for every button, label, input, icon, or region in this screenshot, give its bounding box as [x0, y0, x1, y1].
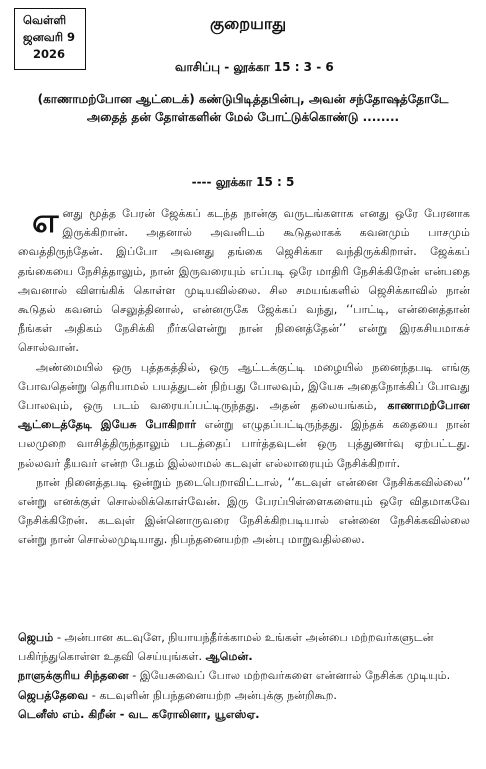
paragraph-3: நான் நினைத்தபடி ஒன்றும் நடைபெறாவிட்டால், ‘‘கடவுள் என்னை நேசிக்கவில்லை’’ என்று எனக்குள் சொல்லிக்கொள்வேன். இரு பேரப்பிள்ளைகளையும் ஒரே விதமாகவே நேசிக்கிறேன். கடவுள் இன்னொருவரை நேசிக்கிறபடியால் என்னை நேசிக்கவில்லை என்று நான் சொல்லமுடியாது. நிபந்தனையற்ற அன்பு மாறுவதில்லை.	[18, 475, 470, 547]
thought-line: நாளுக்குரிய சிந்தனை - இயேசுவைப் போல மற்றவர்களை என்னால் நேசிக்க முடியும்.	[18, 669, 451, 683]
drop-cap: எ	[32, 201, 59, 241]
highlighted-title: காணாமற்போன ஆட்டைத்தேடி இயேசு போகிறார்	[18, 399, 470, 432]
key-verse-reference: ---- லூக்கா 15 : 5	[191, 175, 295, 189]
amen: ஆமென்.	[205, 650, 253, 664]
page-title: குறையாது	[210, 14, 287, 33]
date-day-name: வெள்ளி	[23, 13, 67, 27]
date-month: ஜனவரி	[23, 30, 64, 44]
need-line: ஜெபத்தேவை - கடவுளின் நிபந்தனையற்ற அன்புக்கு நன்றிகூற.	[18, 688, 337, 702]
paragraph-2: அண்மையில் ஒரு புத்தகத்தில், ஒரு ஆட்டக்குட்டி மழையில் நனைந்தபடி எங்கு போவதென்று தெரியாமல் பயத்துடன் நிற்பது போலவும், இயேசு அதைநோக்கிப் போவது போலவும், ஒரு படம் வரையப்பட்டிருந்தது. அதன் தலையங்கம், காணாமற்போன ஆட்டைத்தேடி இயேசு போகிறார் என்று எழுதப்பட்டிருந்தது. இந்தக் கதையை நான் பலமுறை வாசித்திருந்தாலும் படத்தைப் பார்த்தவுடன் ஒரு புத்துணர்வு ஏற்பட்டது. நல்லவர் தீயவர் என்ற பேதம் இல்லாமல் கடவுள் எல்லாரையும் நேசிக்கிறார்.	[18, 360, 470, 470]
date-box	[14, 8, 86, 70]
paragraph-1: எனது மூத்த பேரன் ஜேக்கப் கடந்த நான்கு வருடங்களாக எனது ஒரே பேரனாக இருக்கிறான். அதனால் அவனிடம் கூடுதலாகக் கவனமும் பாசமும் வைத்திருந்தேன். இப்போ அவனது தங்கை ஜெசிக்கா வந்திருக்கிறாள். ஜேக்கப் தங்கையை நேசித்தாலும், நான் இருவரையும் எப்படி ஒரே மாதிரி நேசிக்கிறேன் என்பதை அவனால் விளங்கிக் கொள்ள முடியவில்லை. சில சமயங்களில் ஜெசிக்காவில் நான் கூடுதல் கவனம் செலுத்தினால், என்னருகே ஜேக்கப் வந்து, ‘‘பாட்டி, என்னைத்தான் நீங்கள் அதிகம் நேசிக்கி றீர்களென்று நான் நினைத்தேன்’’ என்று இரகசியமாகச் சொல்வான்.	[18, 201, 470, 355]
reading-reference: வாசிப்பு - லூக்கா 15 : 3 - 6	[175, 60, 334, 74]
prayer-label: ஜெபம்	[18, 631, 54, 644]
date-day: 9	[67, 30, 76, 44]
thought-label: நாளுக்குரிய சிந்தனை	[18, 669, 129, 683]
author-line: டெனீஸ் எம். கிறீன் - வட கரோலினா, யூஎஸ்ஏ.	[18, 707, 260, 721]
devotion-footer	[18, 628, 470, 724]
need-label: ஜெபத்தேவை	[18, 688, 89, 702]
prayer-line: ஜெபம் - அன்பான கடவுளே, நியாயந்தீர்க்காமல் உங்கள் அன்பை மற்றவர்களுடன் பகிர்ந்துகொள்ள உதவி செய்யுங்கள். ஆமென்.	[18, 631, 434, 664]
key-verse: (காணாமற்போன ஆட்டைக்) கண்டுபிடித்தபின்பு, அவன் சந்தோஷத்தோடே அதைத் தன் தோள்களின் மேல் போட்டுக்கொண்டு ........	[37, 92, 449, 124]
date-year: 2026	[33, 47, 66, 61]
devotion-body	[18, 201, 470, 550]
